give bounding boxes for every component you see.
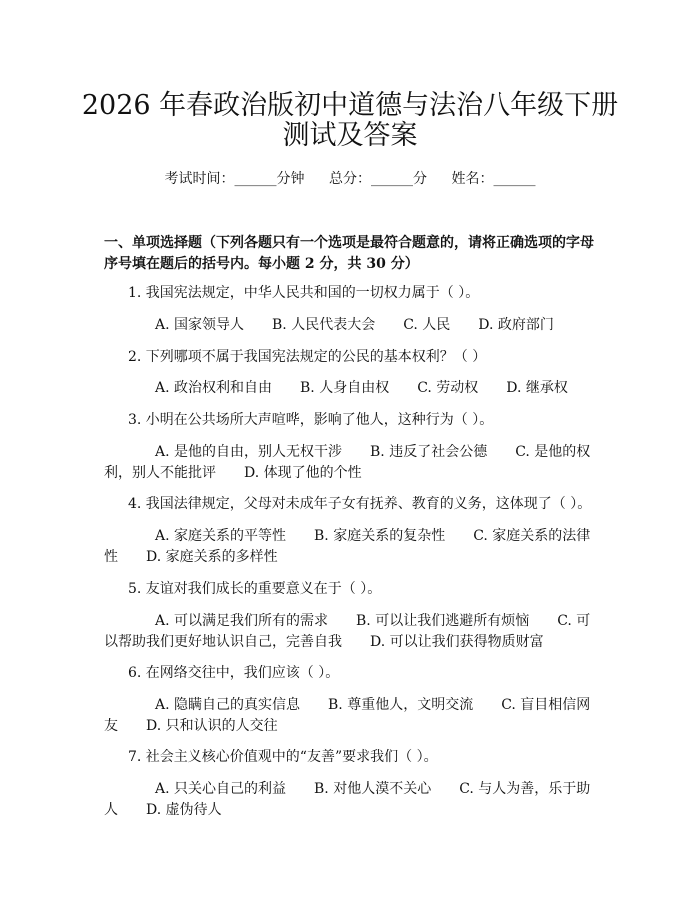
section-heading: 一、单项选择题（下列各题只有一个选项是最符合题意的，请将正确选项的字母序号填在题后的括号内。每小题 2 分，共 30 分） <box>104 235 594 272</box>
question-2-options: A. 政治权利和自由 B. 人身自由权 C. 劳动权 D. 继承权 <box>155 380 568 396</box>
question-7-options: A. 只关心自己的利益 B. 对他人漠不关心 C. 与人为善，乐于助 <box>155 781 591 797</box>
question-3-options: A. 是他的自由，别人无权干涉 B. 违反了社会公德 C. 是他的权 <box>155 444 591 460</box>
question-4-options-cont: 性 D. 家庭关系的多样性 <box>104 549 278 565</box>
question-5-options-cont: 以帮助我们更好地认识自己，完善自我 D. 可以让我们获得物质财富 <box>104 634 544 650</box>
question-6: 6. 在网络交往中，我们应该（ ）。 <box>128 665 340 681</box>
question-4-options: A. 家庭关系的平等性 B. 家庭关系的复杂性 C. 家庭关系的法律 <box>155 528 591 544</box>
doc-title-line2: 测试及答案 <box>282 120 418 151</box>
question-5: 5. 友谊对我们成长的重要意义在于（ ）。 <box>128 581 382 597</box>
question-3-options-cont: 利，别人不能批评 D. 体现了他的个性 <box>104 465 362 481</box>
exam-time: 考试时间：______分钟 <box>164 171 305 187</box>
question-2: 2. 下列哪项不属于我国宪法规定的公民的基本权利？（ ） <box>128 349 487 365</box>
question-1-options: A. 国家领导人 B. 人民代表大会 C. 人民 D. 政府部门 <box>155 317 554 333</box>
question-4: 4. 我国法律规定，父母对未成年子女有抚养、教育的义务，这体现了（ ）。 <box>128 496 592 512</box>
student-name: 姓名：______ <box>451 171 536 187</box>
question-7-options-cont: 人 D. 虚伪待人 <box>104 802 222 818</box>
exam-meta <box>0 168 700 188</box>
question-6-options-cont: 友 D. 只和认识的人交往 <box>104 718 278 734</box>
question-1: 1. 我国宪法规定，中华人民共和国的一切权力属于（ ）。 <box>128 285 480 301</box>
question-5-options: A. 可以满足我们所有的需求 B. 可以让我们逃避所有烦恼 C. 可 <box>155 613 591 629</box>
question-3: 3. 小明在公共场所大声喧哗，影响了他人，这种行为（ ）。 <box>128 412 494 428</box>
doc-title-line1: 2026 年春政治版初中道德与法治八年级下册 <box>81 90 619 121</box>
total-score: 总分：______分 <box>329 171 427 187</box>
question-6-options: A. 隐瞒自己的真实信息 B. 尊重他人，文明交流 C. 盲目相信网 <box>155 697 591 713</box>
question-7: 7. 社会主义核心价值观中的“友善”要求我们（ ）。 <box>128 749 438 765</box>
